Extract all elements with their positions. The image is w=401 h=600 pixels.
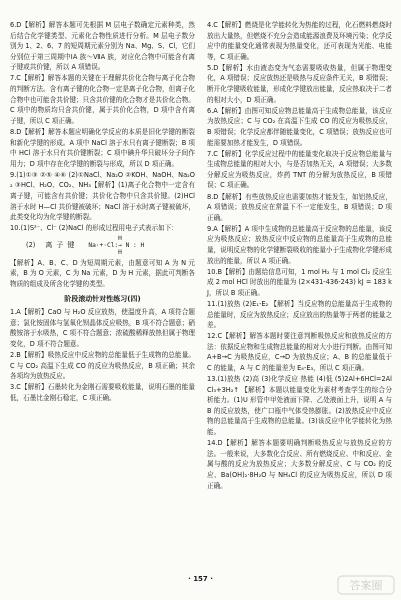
answer-paragraph: 【解析】A、B、C、D 为短周期元素，由题意可知 A 为 N 元素，B 为 O 元素，C 为 Na 元素，D 为 H 元素，据此可判断各物质的组成及所含化学键的类型。 (10, 258, 195, 289)
lewis-line: Na·+·Cl:→ N : H (88, 241, 145, 249)
right-column (207, 20, 392, 491)
watermark-logo (337, 574, 395, 596)
electron-formula-row (26, 235, 195, 256)
answer-paragraph: 8.D【解析】解答本题应明确化学反应的本质是旧化学键的断裂和新化学键的形成。A 项中 NaCl 溶于水只有离子键断裂；B 项中 HCl 溶于水只有共价键断裂；C 项中碘升华只破坏分子间作用力；D 项中存在化学键的断裂与形成，所以 D 项正确。 (10, 127, 195, 168)
answer-paragraph: 7.C【解析】解答本题的关键在于理解共价化合物与离子化合物的判断方法。含有离子键的化合物一定是离子化合物，但离子化合物中也可能含共价键；只含共价键的化合物才是共价化合物。C 项中的物质均只含共价键，属于共价化合物，D 项中含有离子键，所以 C 项正确。 (10, 74, 195, 125)
answer-paragraph: 3.C【解析】石墨转化为金刚石需要吸收能量，说明石墨的能量低，石墨比金刚石稳定，C 项正确。 (10, 383, 195, 402)
lewis-line: H (88, 248, 134, 256)
answer-paragraph: 6.A【解析】由图可知反应物总能量高于生成物总能量，该反应为放热反应；C 与 CO₂ 在高温下生成 CO 的反应为吸热反应，B 项错误；化学反应都伴随能量变化，C 项错误；放热反应也可能需要加热才能发生，D 项错误。 (207, 106, 392, 147)
answer-paragraph: 13.(1)放热 (2)高 (3)化学反应 热能 (4)低 (5)2Al+6HCl=2AlCl₃+3H₂↑ 【解析】本题以能量变化为素材考查学生的综合分析能力。(1)U 形管中甲处液面下降、乙处液面上升，说明 A 与 B 的反应放热，使广口瓶中气体受热膨胀。(2)放热反应中反应物的总能量高于生成物的总能量。(3)该反应中化学能转化为热能。 (207, 375, 392, 437)
answer-paragraph: 12.C【解析】解答本题时要注意判断吸热反应和放热反应的方法：依据反应物和生成物总能量的相对大小进行判断。由图可知 A+B→C 为吸热反应，C→D 为放热反应；A、B 的总能量低于 C 的能量，A 与 C 的能量差为 E₄-E₃，所以 C 项正确。 (207, 332, 392, 372)
answer-paragraph: 1.A【解析】CaO 与 H₂O 反应放热，使温度升高，A 项符合题意；氯化铵固体与氢氧化钡晶体反应吸热，B 项不符合题意；硝酸铵溶于水吸热，C 项不符合题意；浓硫酸稀释放热但属于物理变化，D 项不符合题意。 (10, 308, 195, 349)
answer-paragraph: 10.B【解析】由题给信息可知，1 mol H₂ 与 1 mol Cl₂ 反应生成 2 mol HCl 时放出的能量为 (2×431-436-243) kJ = 183 kJ，所以 B 项正确。 (207, 267, 392, 297)
lewis-structure (88, 235, 144, 256)
answer-paragraph: 4.C【解析】燃烧是化学能转化为热能的过程，化石燃料燃烧时放出大量热，但燃烧不充分会造成能源浪费及环境污染；化学反应中的能量变化通常表现为热量变化，还可表现为光能、电能等，C 项正确。 (207, 21, 392, 61)
answer-paragraph: 7.C【解析】化学反应过程中的能量变化取决于反应物总能量与生成物总能量的相对大小，与是否加热无关，A 项错误；大多数分解反应为吸热反应，炸药 TNT 的分解为放热反应，B 项错误；C 项正确。 (207, 149, 392, 190)
formula-label: (2) (26, 241, 36, 250)
answer-paragraph: 2.B【解析】吸热反应中反应物的总能量低于生成物的总能量。C 与 CO₂ 高温下生成 CO 的反应为吸热反应，B 项正确；其余各项均为放热反应。 (10, 351, 195, 381)
answer-paragraph: 6.D【解析】解答本题可先根据 M 层电子数确定元素种类，然后结合化学键类型、元素化合物性质进行分析。M 层电子数分别为 1、2、6、7 的短周期元素分别为 Na、Mg、S、Cl，它们分别位于第三周期中ⅠA 族～ⅦA 族，对应化合物中可能含有离子键或共价键，所以 A 项错误。 (10, 21, 195, 72)
answer-paragraph: 5.D【解析】水由液态变为气态需要吸收热量，但属于物理变化，A 项错误；反应放热还是吸热与反应条件无关，B 项错误；断开化学键吸收能量，形成化学键放出能量，反应热取决于二者的相对大小，D 项正确。 (207, 63, 392, 104)
lewis-line: H (88, 234, 134, 242)
answer-paragraph: 14.D【解析】解答本题要明确判断吸热反应与放热反应的方法。一般来说，大多数化合反应、所有燃烧反应、中和反应、金属与酸的反应为放热反应；大多数分解反应、C 与 CO₂ 的反应、Ba(OH)₂·8H₂O 与 NH₄Cl 的反应为吸热反应，所以 D 项正确。 (207, 439, 392, 490)
answer-paragraph: 8.D【解析】有些放热反应也需要加热才能发生，如铝热反应，A 项错误；放热反应在常温下不一定能发生，B 项错误；D 项正确。 (207, 192, 392, 222)
answer-paragraph: 9.A【解析】A 项中生成物的总能量高于反应物的总能量，该反应为吸热反应；放热反应中反应物的总能量高于生成物的总能量，说明反应物的化学键断裂吸收的能量小于生成物化学键形成放出的能量，所以 A 项正确。 (207, 224, 392, 265)
left-column (10, 20, 195, 404)
answer-paragraph: 9.(1)①③ ②⑤ ④⑥ (2)①NaCl、Na₂O ②KOH、NaOH、Na₂O₂ ③HCl、H₂O、CO₂、NH₃【解析】(1)离子化合物中一定含有离子键，可能含有共价键；共价化合物中只含共价键。(2)HCl 溶于水时 H—Cl 共价键被破坏；NaCl 溶于水时离子键被破坏，此类变化均为化学键的断裂。 (10, 170, 195, 222)
answer-paragraph: 11.(1)放热 (2)E₁-E₂ 【解析】当反应物的总能量高于生成物的总能量时，反应为放热反应；反应放出的热量等于两者的能量之差。 (207, 299, 392, 330)
answer-paragraph: 10.(1)S²⁻、Cl⁻ (2)NaCl 的形成过程用电子式表示如下： (10, 224, 178, 233)
page-number: · 157 · (188, 575, 213, 583)
watermark-text: 答案圈 (349, 579, 383, 592)
section-title: 阶段滚动针对性练习(四) (64, 294, 141, 303)
formula-word: 离子键 (45, 241, 79, 250)
